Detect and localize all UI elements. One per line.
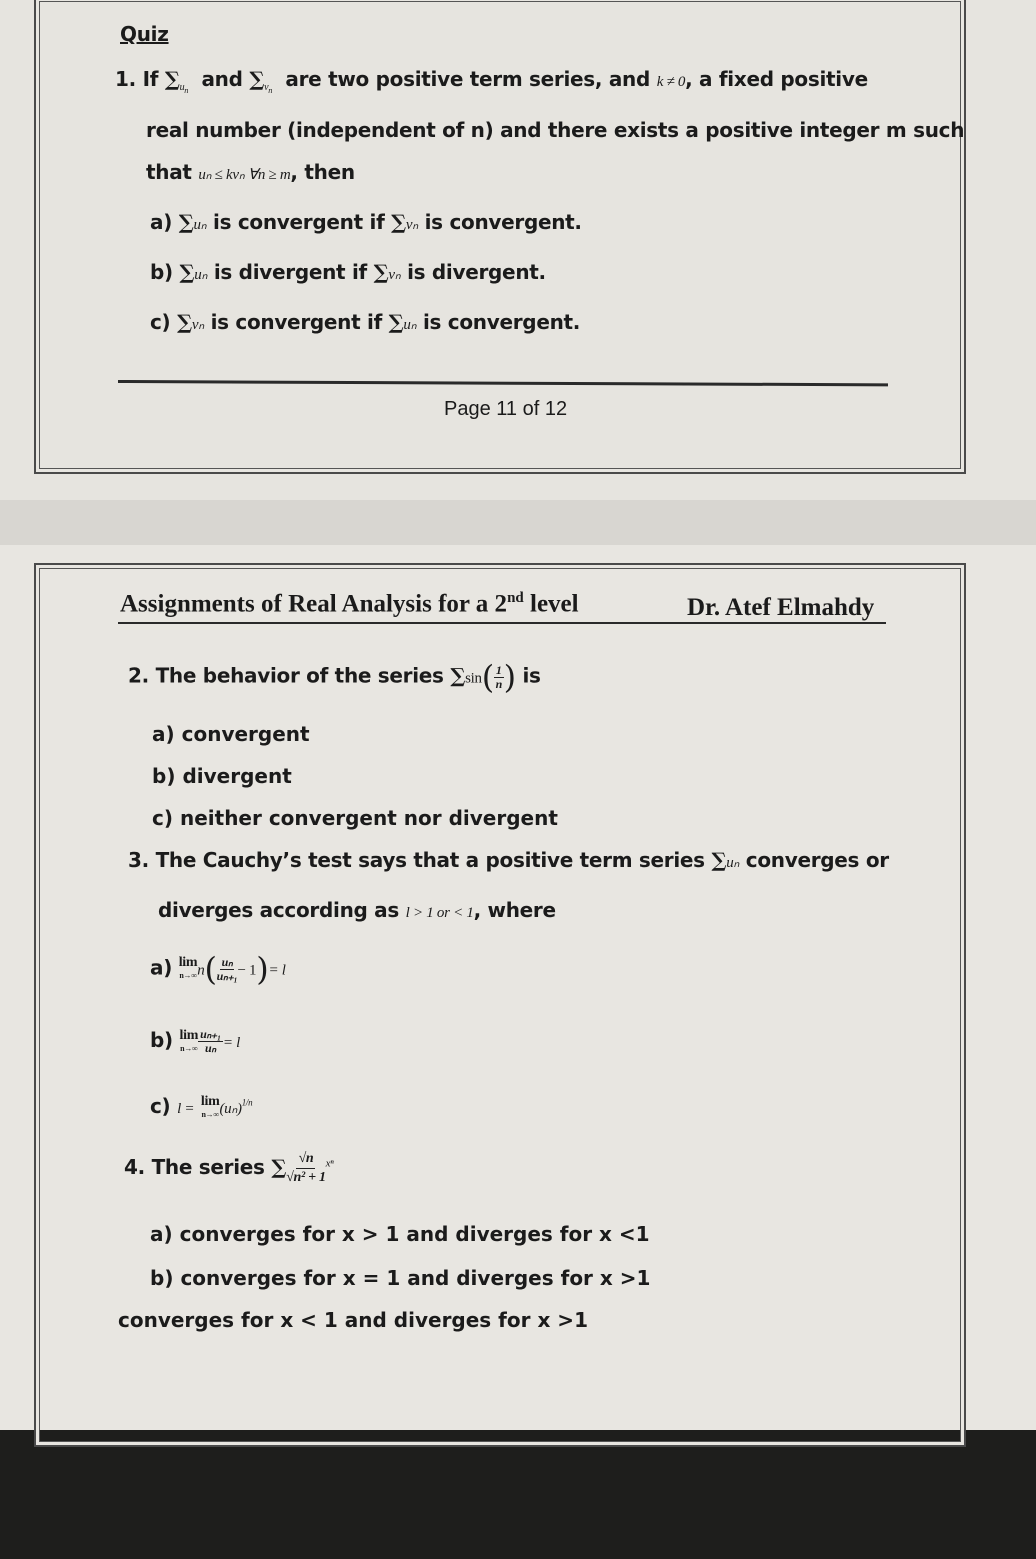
q1-that: that [146,160,192,184]
q4-text: The series [151,1155,265,1179]
equals-l: = l [268,962,286,979]
series-term: uₙ [726,855,740,871]
q4-option-b[interactable] [150,1266,650,1290]
option-letter: c) [152,806,173,830]
series-term: uₙ [403,317,417,333]
paren-open: ( [204,950,217,988]
sigma-symbol: ∑ [711,848,727,872]
lim-subscript: n→∞ [179,971,197,980]
q1-if: If [142,67,159,91]
q1-option-a[interactable] [150,210,582,234]
q4-option-a[interactable] [150,1222,650,1246]
option-letter: b) [152,764,176,788]
u-n-term: un [179,82,189,95]
q2-option-c[interactable] [152,806,558,830]
limit [179,956,198,982]
series-term: uₙ [194,267,208,283]
q1-and: and [201,67,243,91]
page-gap [0,500,1036,545]
option-letter: b) [150,1028,173,1052]
q2-text: The behavior of the series [155,663,444,688]
n-factor: n [197,962,205,979]
option-text: is convergent if [213,210,385,234]
q2-is: is [522,663,541,688]
title-text: Assignments of Real Analysis for a 2 [120,590,508,618]
limit [180,1029,199,1055]
q1-text: are two positive term series, and [285,67,651,91]
header-rule [118,622,886,624]
q1-number: 1. [115,67,136,91]
series-term: uₙ [193,217,207,233]
option-text: is divergent if [213,260,367,284]
option-letter: a) [150,1222,173,1246]
q1-condition: uₙ ≤ kvₙ ∀n ≥ m [198,167,291,183]
frac-numerator: 1 [495,662,502,677]
q3-text: diverges according as [158,898,399,922]
q1-option-b[interactable] [150,260,546,284]
option-text-end: is divergent. [407,260,546,284]
l-equals: l = [177,1101,195,1117]
q1-then: , then [290,160,355,184]
q3-text: The Cauchy’s test says that a positive term series [155,848,705,872]
option-letter: c) [150,1094,171,1118]
q3-condition: l > 1 or < 1 [405,905,474,921]
option-letter: c) [150,310,171,334]
lim-subscript: n→∞ [180,1043,198,1053]
ratio-fraction [217,956,238,983]
ratio-fraction [198,1028,223,1055]
frac-denominator: n [495,676,502,691]
option-text: is convergent if [210,310,382,334]
option-letter: b) [150,260,173,284]
sin-function: sin [465,670,482,687]
lim-label: lim [179,1027,199,1043]
frac-denominator: uₙ [205,1041,216,1055]
sigma-symbol: ∑ [450,663,466,688]
q4-line [124,1150,333,1187]
frac-denominator: uₙ₊₁ [216,968,238,983]
sigma-symbol: ∑ [249,67,265,91]
q3-option-a[interactable] [150,950,286,988]
series-fraction [286,1150,326,1187]
option-text-end: is convergent. [424,210,582,234]
sigma-symbol: ∑ [271,1155,287,1179]
paren-close: ) [503,658,516,696]
option-letter: a) [152,722,175,746]
q1-line2: real number (independent of n) and there exists a positive integer m such [146,118,965,142]
q4-number: 4. [124,1155,145,1179]
q1-line1 [115,67,868,95]
equals-l: = l [222,1035,240,1051]
option-text: convergent [181,722,310,746]
lim-subscript: n→∞ [201,1109,219,1119]
title-superscript: nd [507,590,524,606]
sigma-symbol: ∑ [178,210,194,234]
q3-line1 [128,848,889,872]
option-text-end: is convergent. [422,310,581,334]
q3-option-b[interactable] [150,1028,240,1055]
limit [201,1095,220,1121]
q3-option-c[interactable] [150,1094,252,1121]
q2-option-b[interactable] [152,764,292,788]
option-text: neither convergent nor divergent [179,806,558,830]
title-end: level [523,590,579,618]
sigma-symbol: ∑ [164,67,180,91]
minus-one: − 1 [237,962,257,979]
frac-denominator: √n² + 1 [286,1170,326,1185]
sigma-symbol: ∑ [388,310,404,334]
q3-text-end: converges or [745,848,889,872]
x-power: xⁿ [325,1157,334,1170]
q2-option-a[interactable] [152,722,310,746]
paren-open: ( [481,658,494,696]
q3-where: , where [473,898,556,922]
sigma-symbol: ∑ [179,260,195,284]
paren-close: ) [256,950,269,988]
option-text: divergent [182,764,292,788]
option-text: converges for x = 1 and diverges for x >1 [180,1266,651,1290]
q4-option-c[interactable] [118,1308,588,1332]
option-text: converges for x < 1 and diverges for x >1 [118,1308,588,1332]
page-number: Page 11 of 12 [444,398,568,420]
sigma-symbol: ∑ [177,310,192,334]
q3-line2 [158,898,556,922]
q1-text-end: , a fixed positive [685,67,868,91]
lim-label: lim [200,1093,220,1109]
series-term: vₙ [405,217,418,233]
q2-number: 2. [128,663,149,688]
quiz-heading: Quiz [120,22,169,46]
assignment-title [120,590,579,618]
one-over-n [494,664,504,691]
series-term: vₙ [191,317,204,333]
frac-numerator: uₙ [221,954,233,969]
root-exponent: 1/n [241,1097,253,1108]
screen-bezel [0,1430,1036,1559]
option-text: converges for x > 1 and diverges for x <1 [179,1222,650,1246]
q1-option-c[interactable] [150,310,580,334]
k-condition: k ≠ 0 [656,74,686,90]
sigma-symbol: ∑ [391,210,406,234]
author-name: Dr. Atef Elmahdy [687,594,875,621]
option-letter: b) [150,1266,174,1290]
lim-label: lim [178,955,198,970]
v-n-term: vn [264,82,273,95]
option-letter: a) [150,955,173,980]
series-term: vₙ [388,267,401,283]
option-letter: a) [150,210,173,234]
q3-number: 3. [128,848,149,872]
frac-numerator: √n [296,1150,315,1169]
q1-line3 [146,160,355,184]
u-n-term: (uₙ) [219,1101,242,1117]
frac-numerator: uₙ₊₁ [200,1027,221,1041]
sigma-symbol: ∑ [373,260,389,284]
q2-line [128,658,541,696]
